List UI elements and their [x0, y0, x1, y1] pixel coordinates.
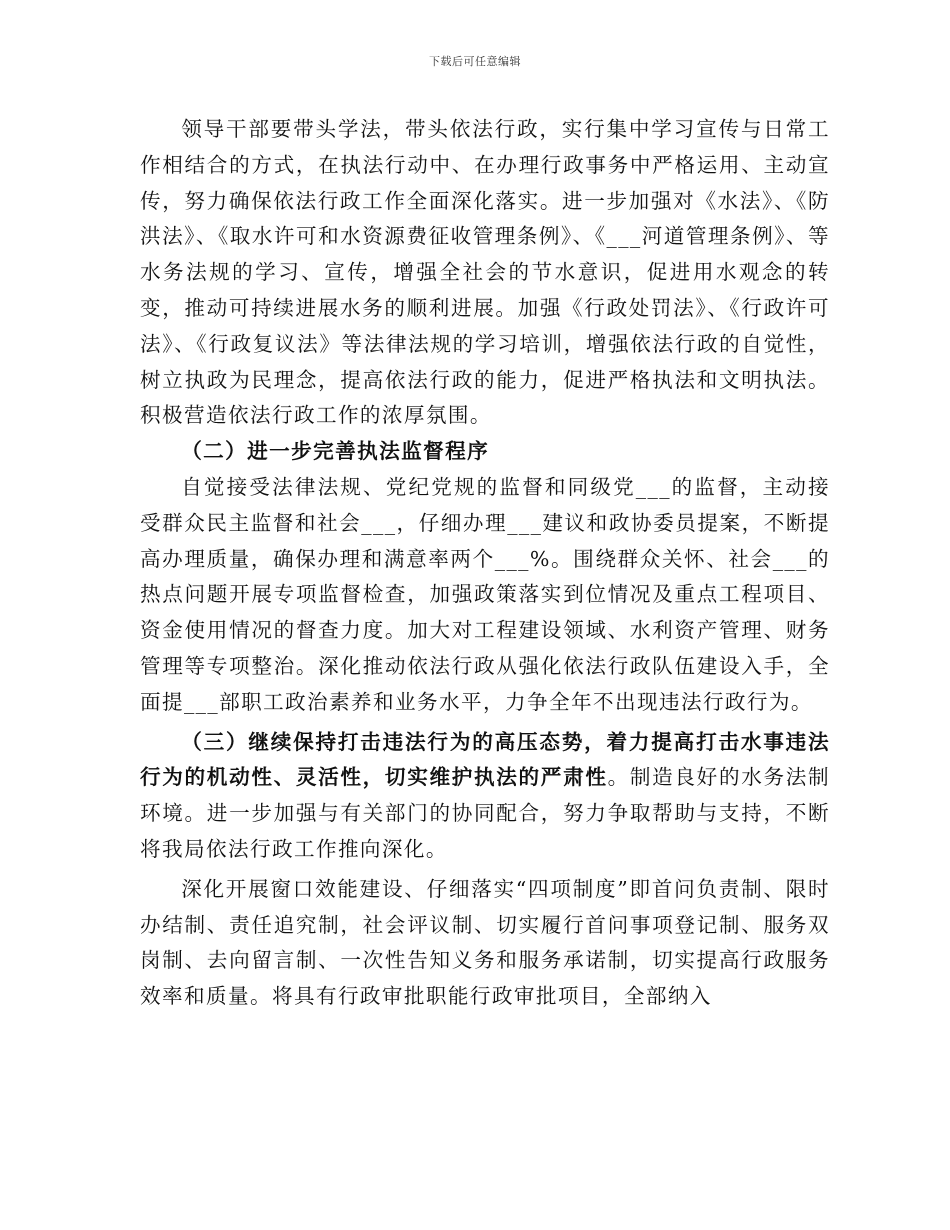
section-heading-supervision: （二）进一步完善执法监督程序	[181, 439, 490, 464]
paragraph-legal-study: 领导干部要带头学法，带头依法行政，实行集中学习宣传与日常工作相结合的方式，在执法行动中、在办理行政事务中严格运用、主动宣传，努力确保依法行政工作全面深化落实。进一步加强对《水法》、《防洪法》、《取水许可和水资源费征收管理条例》、《___河道管理条例》、等水务法规的学习、宣传，增强全社会的节水意识，促进用水观念的转变，推动可持续进展水务的顺利进展。加强《行政处罚法》、《行政许可法》、《行政复议法》等法律法规的学习培训，增强依法行政的自觉性，树立执政为民理念，提高依法行政的能力，促进严格执法和文明执法。积极营造依法行政工作的浓厚氛围。	[140, 117, 830, 428]
section-heading-enforcement: （三）继续保持打击违法行为的高压态势，着力提高打击水事违法行为的机动性、灵活性，切实维护执法的严肃性	[140, 729, 830, 790]
page-header: 下载后可任意编辑	[429, 55, 521, 68]
paragraph-window-service: 深化开展窗口效能建设、仔细落实“四项制度”即首问负责制、限时办结制、责任追究制，社会评议制、切实履行首问事项登记制、服务双岗制、去向留言制、一次性告知义务和服务承诺制，切实提高行政服务效率和质量。将具有行政审批职能行政审批项目，全部纳入	[140, 876, 830, 1009]
paragraph-supervision: 自觉接受法律法规、党纪党规的监督和同级党___的监督，主动接受群众民主监督和社会___，仔细办理___建议和政协委员提案，不断提高办理质量，确保办理和满意率两个___%。围绕群众关怀、社会___的热点问题开展专项监督检查，加强政策落实到位情况及重点工程项目、资金使用情况的督查力度。加大对工程建设领域、水利资产管理、财务管理等专项整治。深化推动依法行政从强化依法行政队伍建设入手，全面提___部职工政治素养和业务水平，力争全年不出现违法行政行为。	[140, 474, 830, 714]
document-body	[140, 112, 830, 1015]
paragraph-enforcement-text: 。制造良好的水务法制环境。进一步加强与有关部门的协同配合，努力争取帮助与支持，不断将我局依法行政工作推向深化。	[140, 765, 831, 861]
paragraph-enforcement	[140, 725, 830, 868]
